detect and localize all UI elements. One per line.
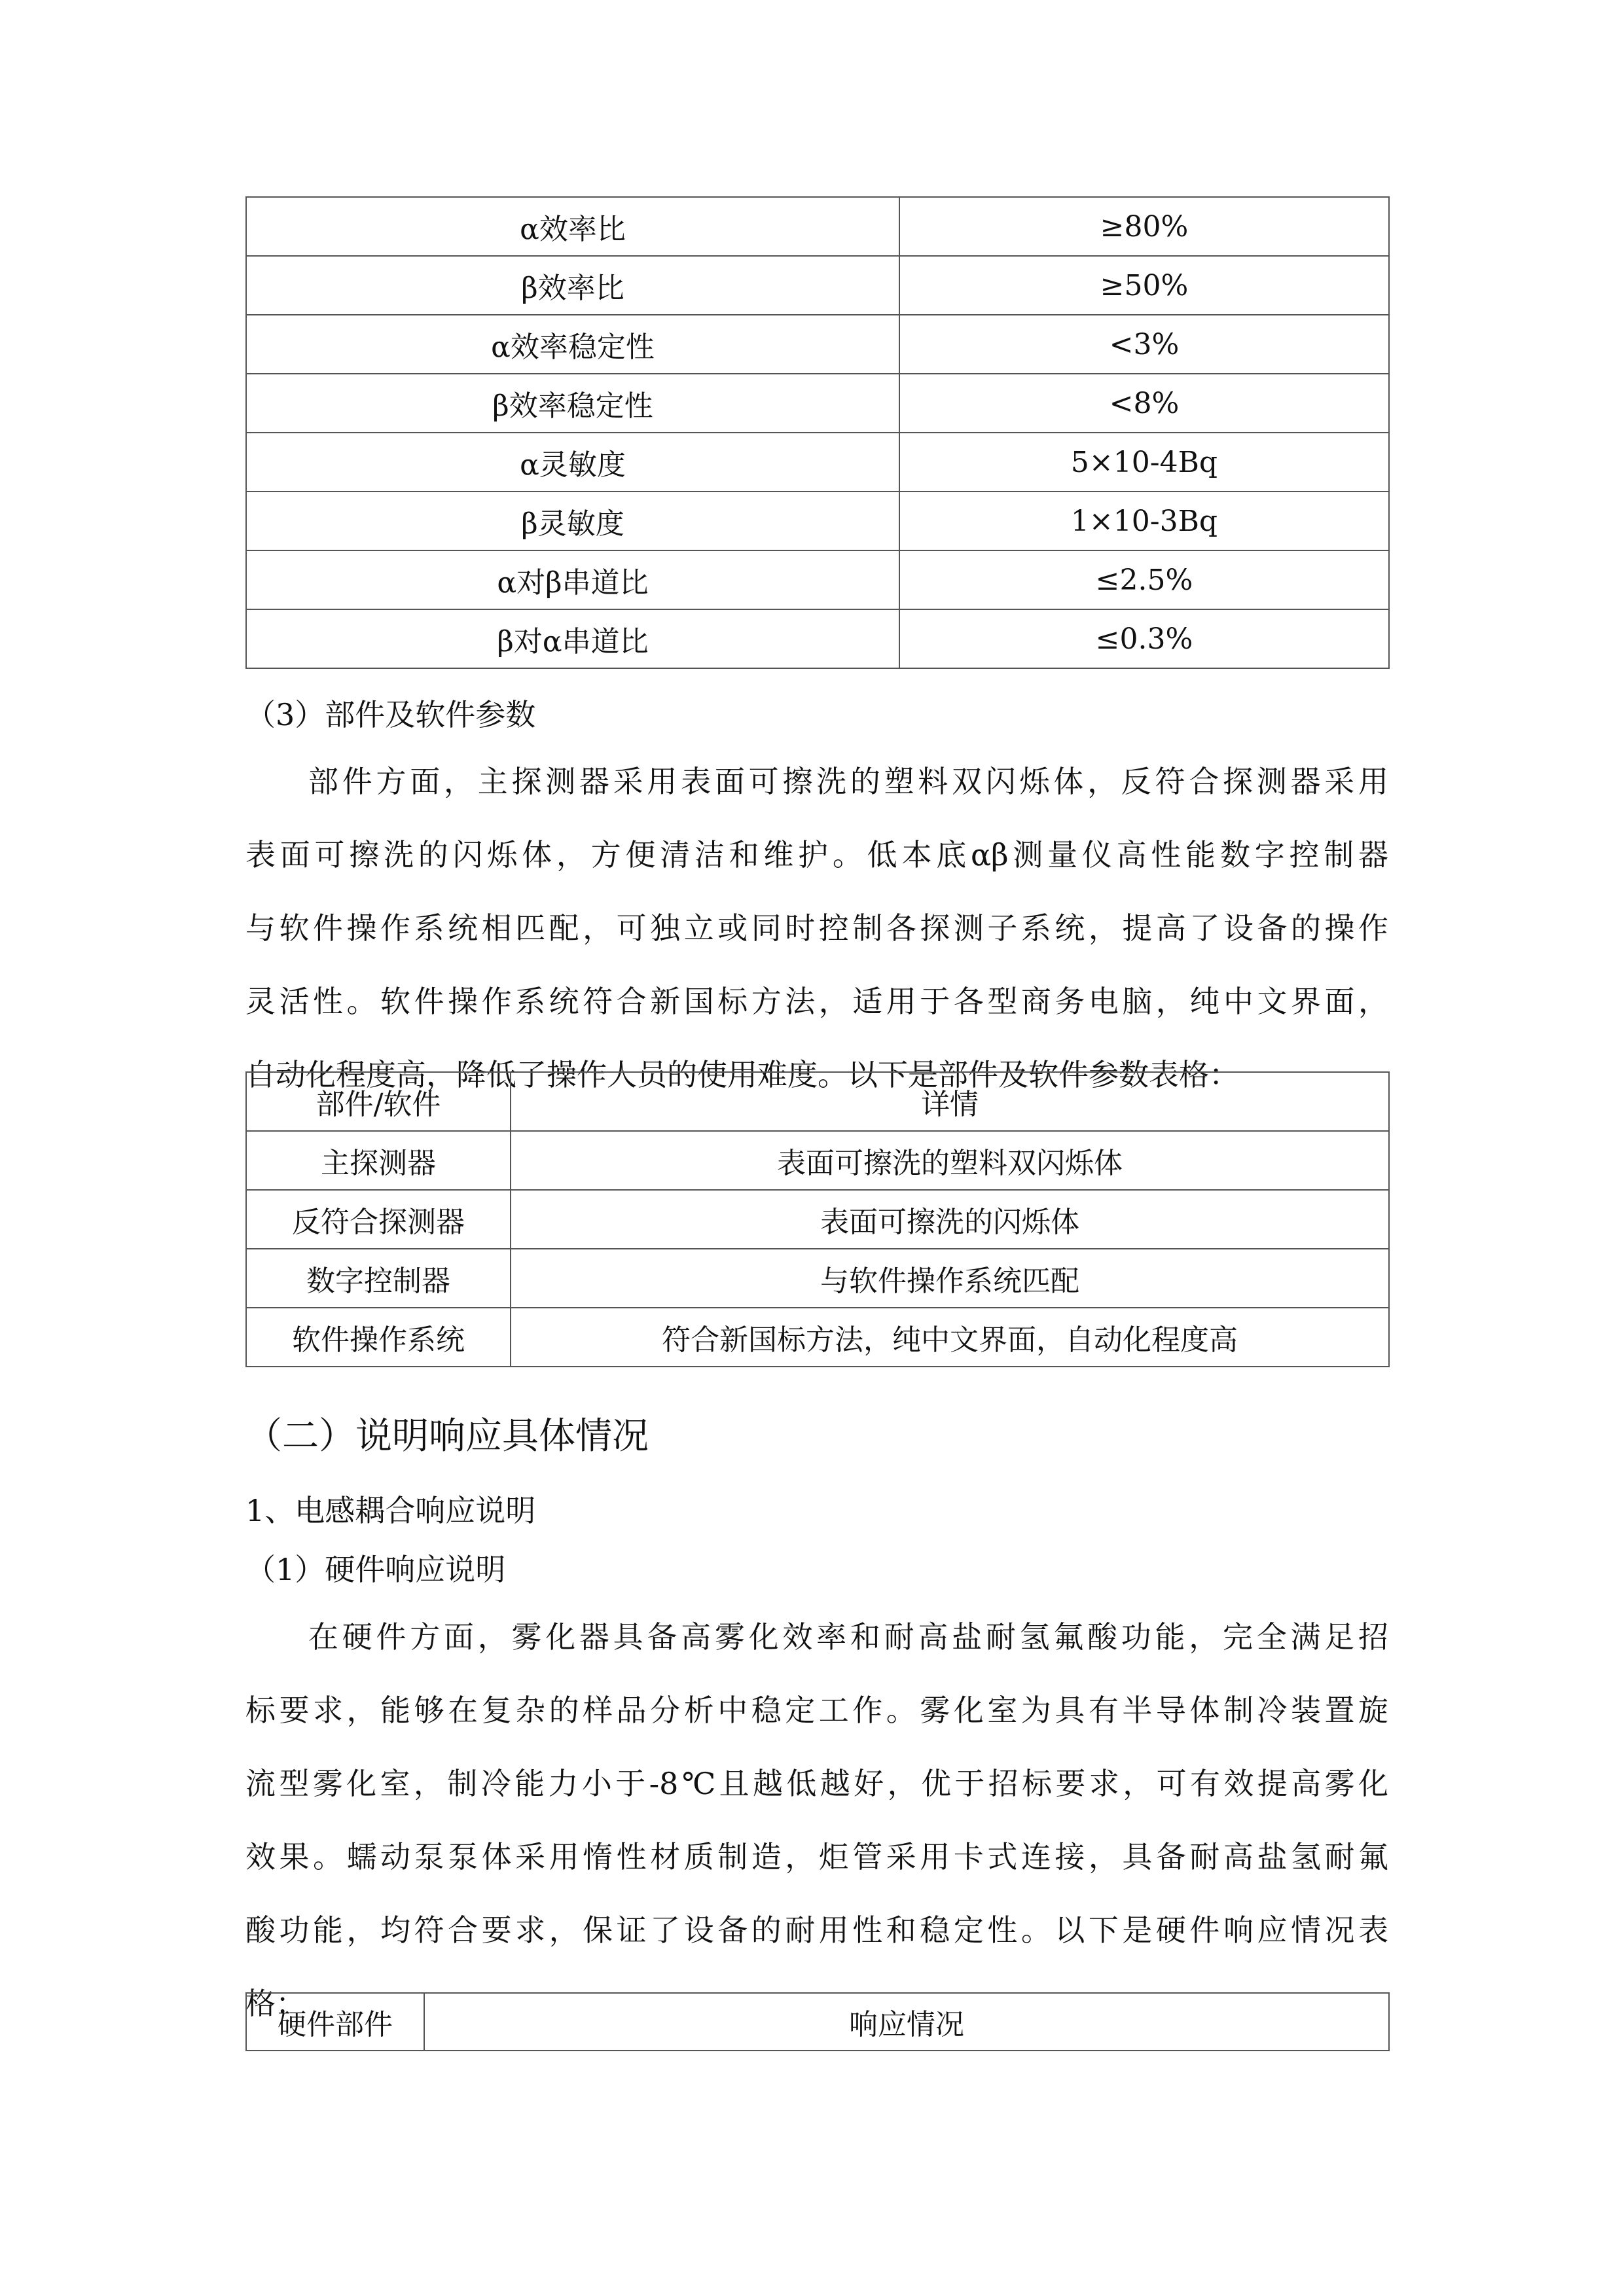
value-cell: ≤2.5% bbox=[899, 550, 1389, 609]
table-header-row bbox=[246, 1993, 1389, 2051]
param-cell: β效率比 bbox=[246, 256, 899, 315]
table-row bbox=[246, 492, 1389, 550]
paragraph-line: 酸功能，均符合要求，保证了设备的耐用性和稳定性。以下是硬件响应情况表 bbox=[245, 1912, 1388, 1948]
paragraph-line: 在硬件方面，雾化器具备高雾化效率和耐高盐耐氢氟酸功能，完全满足招 bbox=[308, 1619, 1388, 1655]
paragraph-line: 灵活性。软件操作系统符合新国标方法，适用于各型商务电脑，纯中文界面， bbox=[245, 984, 1388, 1019]
header-cell: 响应情况 bbox=[424, 1993, 1389, 2051]
hardware-response-table bbox=[245, 1992, 1390, 2051]
value-cell: 1×10-3Bq bbox=[899, 492, 1389, 550]
header-cell: 部件/软件 bbox=[246, 1072, 511, 1131]
table-row bbox=[246, 256, 1389, 315]
table-row bbox=[246, 433, 1389, 492]
detail-cell: 表面可擦洗的塑料双闪烁体 bbox=[511, 1131, 1389, 1190]
part-cell: 数字控制器 bbox=[246, 1249, 511, 1308]
part-cell: 反符合探测器 bbox=[246, 1190, 511, 1249]
param-cell: β效率稳定性 bbox=[246, 374, 899, 433]
subsection-heading-hardware: （1）硬件响应说明 bbox=[245, 1552, 506, 1587]
table-row bbox=[246, 1308, 1389, 1367]
table-row bbox=[246, 1131, 1389, 1190]
paragraph-line: 部件方面，主探测器采用表面可擦洗的塑料双闪烁体，反符合探测器采用 bbox=[308, 764, 1388, 799]
param-cell: α效率稳定性 bbox=[246, 315, 899, 374]
param-cell: α效率比 bbox=[246, 197, 899, 256]
table-row bbox=[246, 197, 1389, 256]
table-row bbox=[246, 1190, 1389, 1249]
subsection-heading-components: （3）部件及软件参数 bbox=[245, 697, 536, 732]
value-cell: ≥50% bbox=[899, 256, 1389, 315]
paragraph-line: 流型雾化室，制冷能力小于-8℃且越低越好，优于招标要求，可有效提高雾化 bbox=[245, 1766, 1388, 1801]
param-cell: α灵敏度 bbox=[246, 433, 899, 492]
value-cell: <3% bbox=[899, 315, 1389, 374]
item-heading: 1、电感耦合响应说明 bbox=[245, 1493, 536, 1528]
param-cell: β对α串道比 bbox=[246, 609, 899, 668]
param-cell: α对β串道比 bbox=[246, 550, 899, 609]
table-row bbox=[246, 374, 1389, 433]
components-paragraph bbox=[245, 745, 1388, 1111]
paragraph-line: 与软件操作系统相匹配，可独立或同时控制各探测子系统，提高了设备的操作 bbox=[245, 910, 1388, 946]
paragraph-line: 效果。蠕动泵泵体采用惰性材质制造，炬管采用卡式连接，具备耐高盐氢耐氟 bbox=[245, 1839, 1388, 1874]
section-heading: （二）说明响应具体情况 bbox=[245, 1415, 649, 1458]
detail-cell: 与软件操作系统匹配 bbox=[511, 1249, 1389, 1308]
header-cell: 详情 bbox=[511, 1072, 1389, 1131]
table-row bbox=[246, 1249, 1389, 1308]
table-row bbox=[246, 315, 1389, 374]
table-header-row bbox=[246, 1072, 1389, 1131]
paragraph-line: 标要求，能够在复杂的样品分析中稳定工作。雾化室为具有半导体制冷装置旋 bbox=[245, 1693, 1388, 1728]
efficiency-parameter-table bbox=[245, 196, 1390, 669]
part-cell: 主探测器 bbox=[246, 1131, 511, 1190]
header-cell: 硬件部件 bbox=[246, 1993, 424, 2051]
paragraph-line: 格： bbox=[245, 1986, 306, 2021]
detail-cell: 表面可擦洗的闪烁体 bbox=[511, 1190, 1389, 1249]
value-cell: ≥80% bbox=[899, 197, 1389, 256]
param-cell: β灵敏度 bbox=[246, 492, 899, 550]
value-cell: <8% bbox=[899, 374, 1389, 433]
hardware-paragraph bbox=[245, 1600, 1388, 2040]
value-cell: 5×10-4Bq bbox=[899, 433, 1389, 492]
part-cell: 软件操作系统 bbox=[246, 1308, 511, 1367]
table-row bbox=[246, 609, 1389, 668]
value-cell: ≤0.3% bbox=[899, 609, 1389, 668]
paragraph-line: 自动化程度高，降低了操作人员的使用难度。以下是部件及软件参数表格： bbox=[245, 1057, 1239, 1092]
components-table bbox=[245, 1071, 1390, 1367]
detail-cell: 符合新国标方法，纯中文界面，自动化程度高 bbox=[511, 1308, 1389, 1367]
table-row bbox=[246, 550, 1389, 609]
paragraph-line: 表面可擦洗的闪烁体，方便清洁和维护。低本底αβ测量仪高性能数字控制器 bbox=[245, 837, 1388, 872]
